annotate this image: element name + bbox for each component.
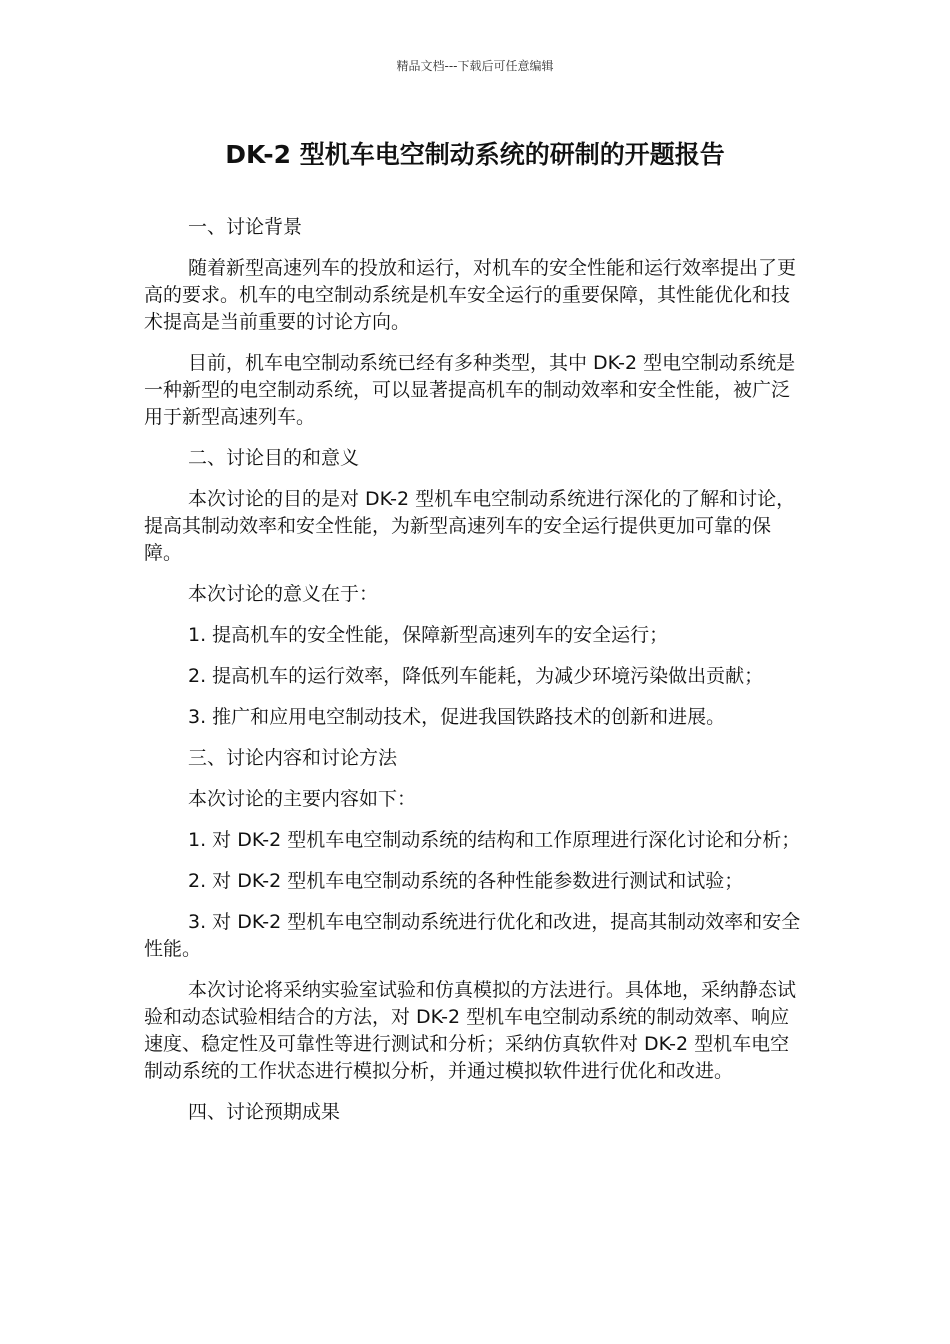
paragraph-content-intro: 本次讨论的主要内容如下： bbox=[188, 788, 417, 810]
paragraph-significance-intro: 本次讨论的意义在于： bbox=[188, 583, 379, 605]
list-item-content-2: 2. 对 DK-2 型机车电空制动系统的各种性能参数进行测试和试验； bbox=[188, 870, 744, 892]
list-item-significance-1: 1. 提高机车的安全性能，保障新型高速列车的安全运行； bbox=[188, 624, 669, 646]
list-item-content-3: 3. 对 DK-2 型机车电空制动系统进行优化和改进，提高其制动效率和安全性能。 bbox=[144, 911, 801, 960]
paragraph-background-1: 随着新型高速列车的投放和运行，对机车的安全性能和运行效率提出了更高的要求。机车的电空制动系统是机车安全运行的重要保障，其性能优化和技术提高是当前重要的讨论方向。 bbox=[144, 257, 797, 333]
paragraph-purpose: 本次讨论的目的是对 DK-2 型机车电空制动系统进行深化的了解和讨论，提高其制动效率和安全性能，为新型高速列车的安全运行提供更加可靠的保障。 bbox=[144, 488, 796, 564]
list-item-content-1: 1. 对 DK-2 型机车电空制动系统的结构和工作原理进行深化讨论和分析； bbox=[188, 829, 801, 851]
paragraph-background-2: 目前，机车电空制动系统已经有多种类型，其中 DK-2 型电空制动系统是一种新型的电空制动系统，可以显著提高机车的制动效率和安全性能，被广泛用于新型高速列车。 bbox=[144, 352, 796, 428]
section-heading-expected-results: 四、讨论预期成果 bbox=[188, 1101, 341, 1123]
section-heading-content-methods: 三、讨论内容和讨论方法 bbox=[188, 747, 398, 769]
list-item-significance-3: 3. 推广和应用电空制动技术，促进我国铁路技术的创新和进展。 bbox=[188, 706, 726, 728]
list-item-significance-2: 2. 提高机车的运行效率，降低列车能耗，为减少环境污染做出贡献； bbox=[188, 665, 764, 687]
section-heading-background: 一、讨论背景 bbox=[188, 216, 303, 238]
section-heading-purpose: 二、讨论目的和意义 bbox=[188, 447, 360, 469]
document-body bbox=[144, 214, 808, 1140]
page-header: 精品文档---下载后可任意编辑 bbox=[396, 59, 554, 73]
document-title: DK-2 型机车电空制动系统的研制的开题报告 bbox=[225, 140, 725, 169]
paragraph-methods: 本次讨论将采纳实验室试验和仿真模拟的方法进行。具体地，采纳静态试验和动态试验相结合的方法，对 DK-2 型机车电空制动系统的制动效率、响应速度、稳定性及可靠性等进行测试和分析；采纳仿真软件对 DK-2 型机车电空制动系统的工作状态进行模拟分析，并通过模拟软件进行优化和改进。 bbox=[144, 979, 797, 1082]
